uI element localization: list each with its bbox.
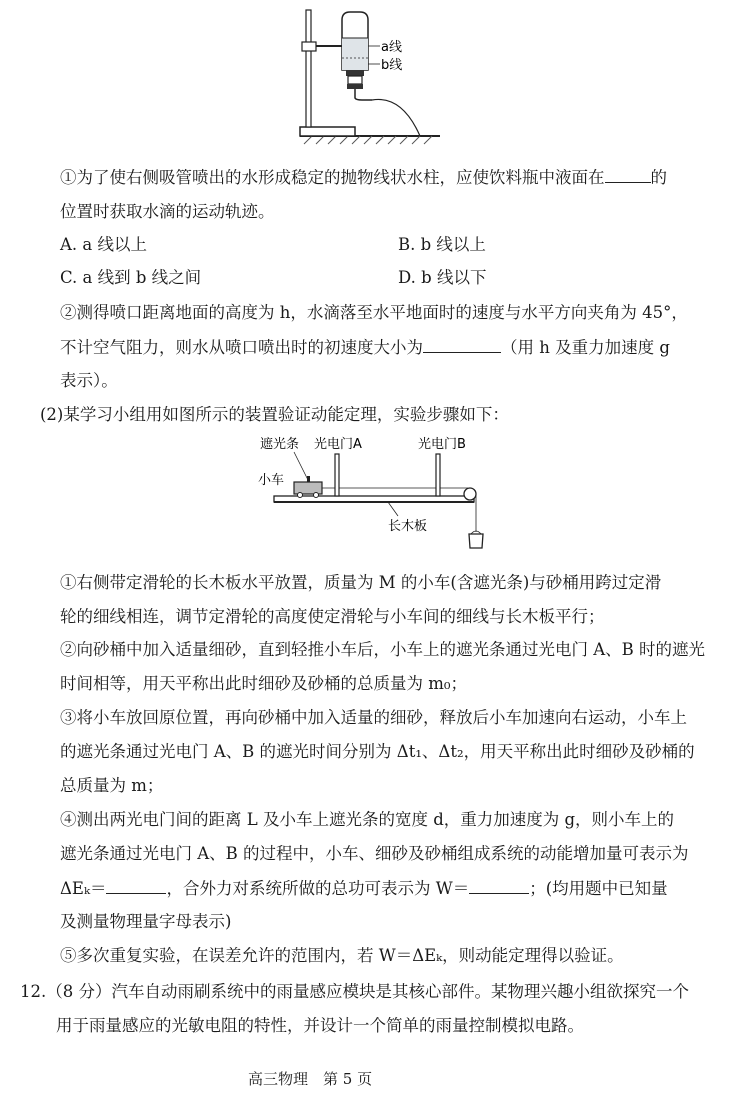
step2-line2: 时间相等，用天平称出此时细砂及砂桶的总质量为 m₀；: [60, 674, 468, 693]
option-c[interactable]: C. a 线到 b 线之间: [60, 268, 202, 287]
step1-line2: 轮的细线相连，调节定滑轮的高度使定滑轮与小车间的细线与长木板平行；: [60, 607, 605, 626]
answer-blank-w[interactable]: [469, 877, 529, 894]
step4-line2: 遮光条通过光电门 A、B 的过程中，小车、细砂及砂桶组成系统的动能增加量可表示为: [60, 844, 689, 863]
page-footer: 高三物理 第 5 页: [248, 1070, 373, 1088]
q1-2-line3: 表示）。: [60, 371, 118, 390]
q2-intro: (2)某学习小组用如图所示的装置验证动能定理，实验步骤如下：: [40, 405, 509, 424]
gate-a-label: 光电门A: [314, 437, 362, 452]
step1-line1: ①右侧带定滑轮的长木板水平放置，质量为 M 的小车(含遮光条)与砂桶用跨过定滑: [60, 573, 662, 592]
option-b[interactable]: B. b 线以上: [398, 235, 486, 254]
bottle-apparatus-figure: [290, 0, 450, 145]
step3-line3: 总质量为 m；: [60, 776, 164, 795]
step5: ⑤多次重复实验，在误差允许的范围内，若 W＝ΔEₖ，则动能定理得以验证。: [60, 946, 624, 965]
shade-label: 遮光条: [260, 437, 300, 452]
option-a[interactable]: A. a 线以上: [60, 235, 147, 254]
step4-line1: ④测出两光电门间的距离 L 及小车上遮光条的宽度 d，重力加速度为 g，则小车上的: [60, 810, 675, 829]
gate-b-label: 光电门B: [418, 437, 466, 452]
step3-line2: 的遮光条通过光电门 A、B 的遮光时间分别为 Δt₁、Δt₂，用天平称出此时细砂及砂桶的: [60, 742, 695, 761]
answer-blank-ek[interactable]: [106, 877, 166, 894]
q12-line2: 用于雨量感应的光敏电阻的特性，并设计一个简单的雨量控制模拟电路。: [56, 1016, 584, 1035]
b-line-label: b线: [381, 58, 403, 73]
step3-line1: ③将小车放回原位置，再向砂桶中加入适量的细砂，释放后小车加速向右运动，小车上: [60, 708, 687, 727]
a-line-label: a线: [381, 40, 402, 55]
step2-line1: ②向砂桶中加入适量细砂，直到轻推小车后，小车上的遮光条通过光电门 A、B 时的遮光: [60, 640, 706, 659]
q1-1-line2: 位置时获取水滴的运动轨迹。: [60, 202, 275, 221]
step4-line3: ΔEₖ＝ ，合外力对系统所做的总功可表示为 W＝ ；(均用题中已知量: [60, 879, 668, 898]
cart-label: 小车: [258, 473, 285, 488]
option-d[interactable]: D. b 线以下: [398, 268, 487, 287]
step4-line4: 及测量物理量字母表示): [60, 912, 232, 931]
cart-track-figure: [250, 432, 500, 562]
answer-blank-2[interactable]: [423, 336, 501, 353]
answer-blank-1[interactable]: [605, 166, 651, 183]
q1-2-line2: 不计空气阻力，则水从喷口喷出时的初速度大小为 （用 h 及重力加速度 g: [60, 338, 670, 357]
q12-line1: 12.（8 分）汽车自动雨刷系统中的雨量感应模块是其核心部件。某物理兴趣小组欲探究一个: [20, 982, 689, 1001]
q1-2-line1: ②测得喷口距离地面的高度为 h，水滴落至水平地面时的速度与水平方向夹角为 45°，: [60, 303, 688, 322]
board-label: 长木板: [388, 519, 428, 534]
q1-1-line1: ①为了使右侧吸管喷出的水形成稳定的抛物线状水柱，应使饮料瓶中液面在 的: [60, 168, 667, 187]
